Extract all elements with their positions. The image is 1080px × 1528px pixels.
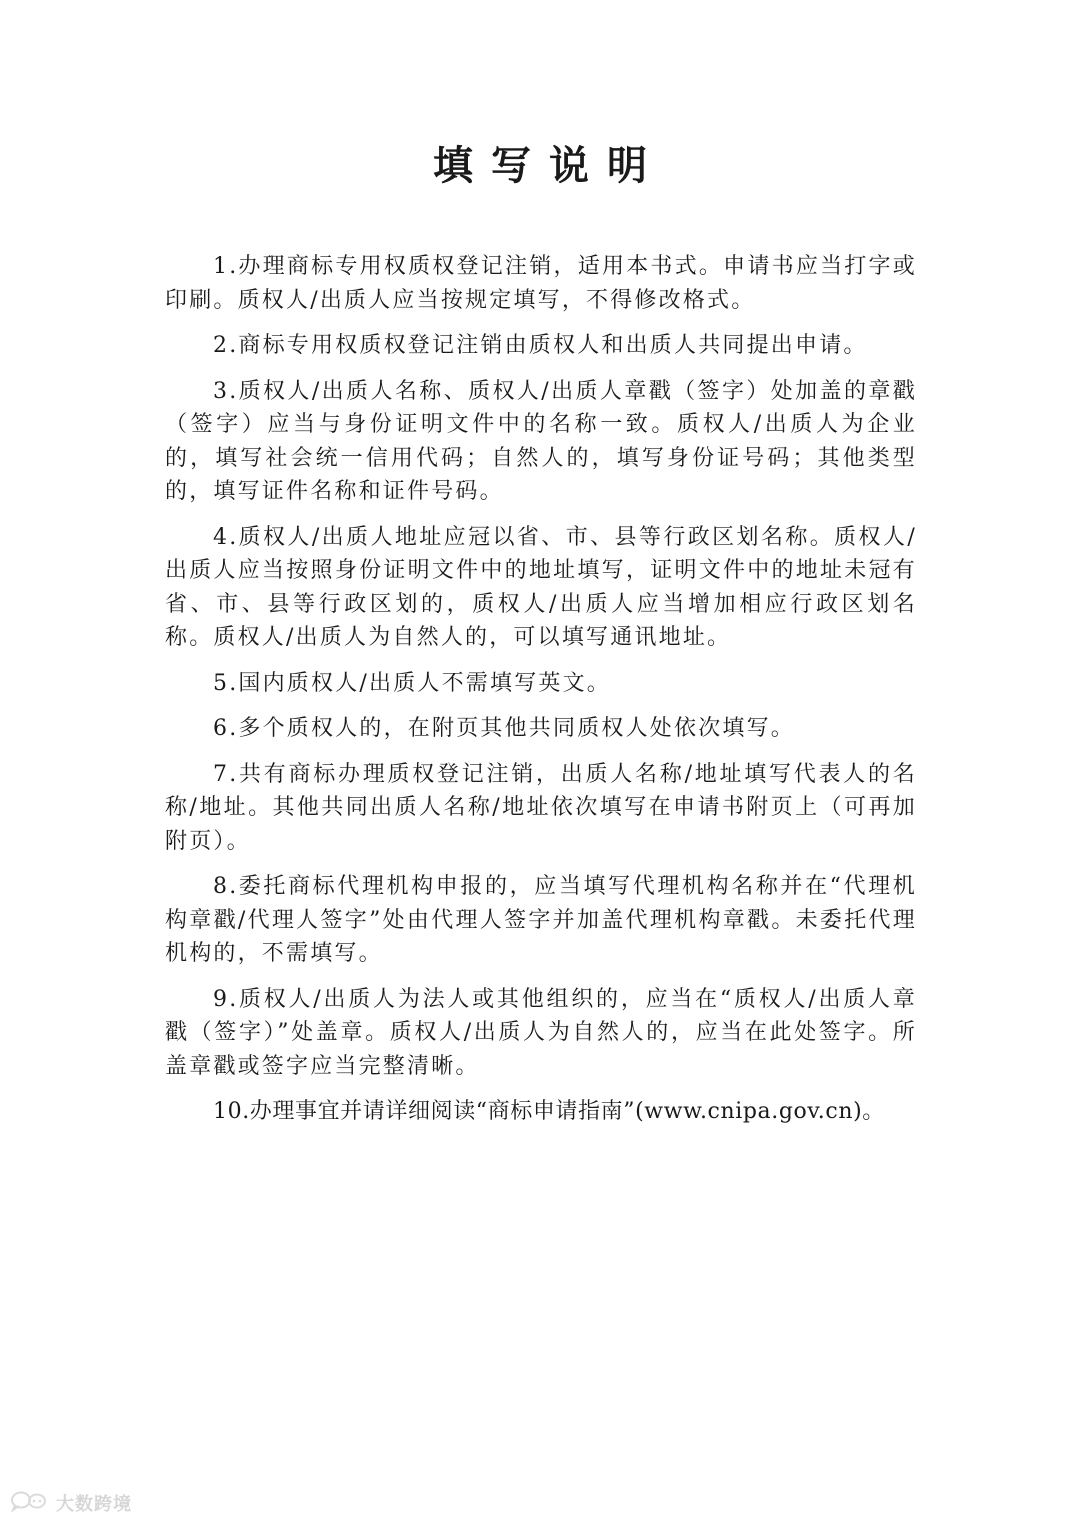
instruction-paragraph: 9.质权人/出质人为法人或其他组织的，应当在“质权人/出质人章戳（签字）”处盖章。质权人/出质人为自然人的，应当在此处签字。所盖章戳或签字应当完整清晰。 xyxy=(165,986,917,1079)
instruction-paragraph: 3.质权人/出质人名称、质权人/出质人章戳（签字）处加盖的章戳（签字）应当与身份证明文件中的名称一致。质权人/出质人为企业的，填写社会统一信用代码；自然人的，填写身份证号码；其他类型的，填写证件名称和证件号码。 xyxy=(165,378,917,504)
watermark xyxy=(10,1490,132,1516)
instruction-paragraph: 8.委托商标代理机构申报的，应当填写代理机构名称并在“代理机构章戳/代理人签字”处由代理人签字并加盖代理机构章戳。未委托代理机构的，不需填写。 xyxy=(165,874,917,966)
chat-bubble-logo-icon xyxy=(10,1490,50,1516)
instruction-paragraph: 5.国内质权人/出质人不需填写英文。 xyxy=(213,670,612,696)
instruction-paragraph: 10.办理事宜并请详细阅读“商标申请指南”(www.cnipa.gov.cn)。 xyxy=(213,1099,885,1124)
page-title: 填写说明 xyxy=(433,143,665,189)
watermark-text: 大数跨境 xyxy=(56,1494,132,1515)
instruction-paragraph: 4.质权人/出质人地址应冠以省、市、县等行政区划名称。质权人/出质人应当按照身份证明文件中的地址填写，证明文件中的地址未冠有省、市、县等行政区划的，质权人/出质人应当增加相应行政区划名称。质权人/出质人为自然人的，可以填写通讯地址。 xyxy=(165,524,917,650)
instruction-paragraph: 6.多个质权人的，在附页其他共同质权人处依次填写。 xyxy=(213,716,795,741)
instruction-paragraph: 1.办理商标专用权质权登记注销，适用本书式。申请书应当打字或印刷。质权人/出质人应当按规定填写，不得修改格式。 xyxy=(165,254,917,313)
instruction-paragraph: 2.商标专用权质权登记注销由质权人和出质人共同提出申请。 xyxy=(213,333,868,358)
instructions-body xyxy=(165,250,917,1141)
instruction-paragraph: 7.共有商标办理质权登记注销，出质人名称/地址填写代表人的名称/地址。其他共同出质人名称/地址依次填写在申请书附页上（可再加附页）。 xyxy=(165,761,917,854)
